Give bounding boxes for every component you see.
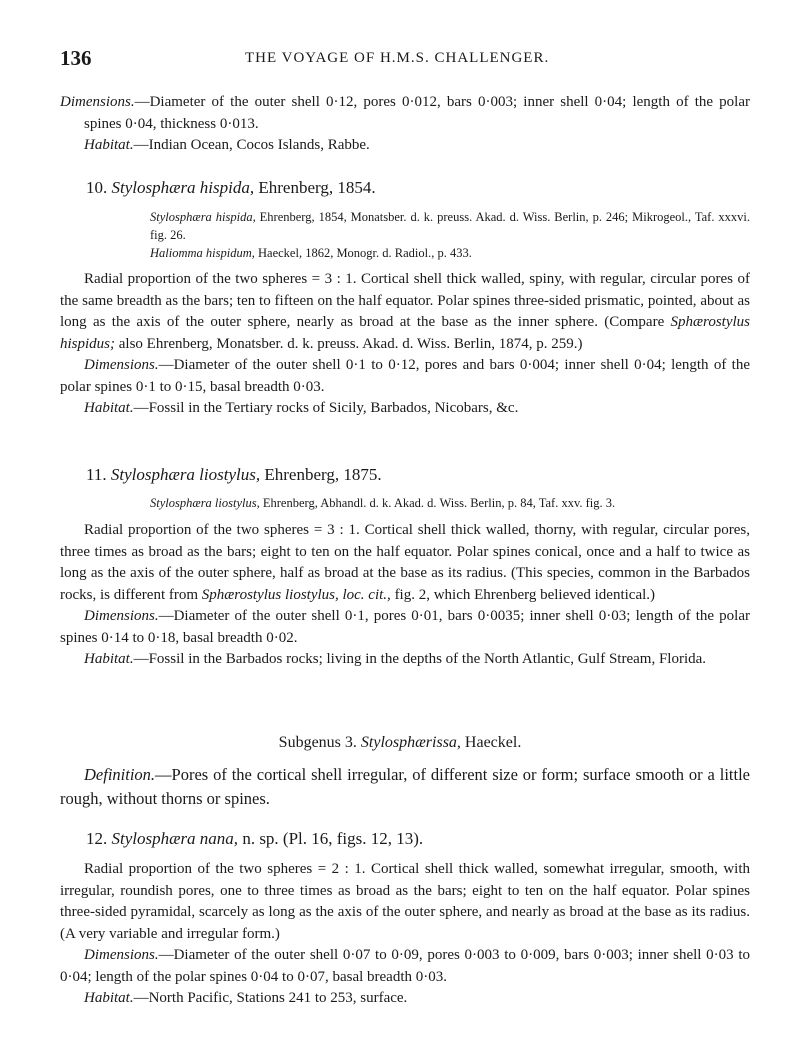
top-habitat-text: —Indian Ocean, Cocos Islands, Rabbe. — [133, 137, 370, 153]
species-12-name: Stylosphæra nana, — [111, 829, 239, 848]
definition-text: —Pores of the cortical shell irregular, of different size or form; surface smooth or a little rough, without thorns or spines. — [60, 765, 750, 808]
species-12-dimensions — [60, 945, 750, 988]
habitat-label: Habitat. — [84, 990, 134, 1006]
species-11-description — [60, 520, 750, 606]
subgenus-name: Stylosphærissa, — [360, 734, 461, 751]
species-10-synonymy — [150, 208, 750, 262]
top-dimensions-label: Dimensions. — [60, 94, 135, 110]
description-text: also Ehrenberg, Monatsber. d. k. preuss. Akad. d. Wiss. Berlin, 1874, p. 259.) — [115, 335, 583, 352]
subgenus-authority: Haeckel. — [464, 734, 522, 751]
species-10-authority: Ehrenberg, 1854. — [258, 178, 376, 197]
synonym-entry — [150, 244, 750, 262]
species-11-synonymy — [150, 494, 750, 512]
dimensions-label: Dimensions. — [84, 608, 159, 624]
description-text: fig. 2, which Ehrenberg believed identical.) — [390, 586, 656, 603]
page-number: 136 — [60, 46, 92, 70]
top-continuation — [60, 92, 750, 157]
subgenus-heading — [0, 734, 800, 752]
running-title: THE VOYAGE OF H.M.S. CHALLENGER. — [245, 50, 550, 66]
species-11-title — [86, 464, 382, 486]
description-italic: Sphærostylus liostylus, loc. cit., — [201, 586, 391, 603]
synonym-entry — [150, 494, 750, 512]
subgenus-definition — [60, 763, 750, 811]
species-12-title — [86, 828, 423, 850]
definition-label: Definition. — [84, 765, 156, 784]
species-11-dimensions — [60, 606, 750, 649]
species-11-name: Stylosphæra liostylus, — [110, 465, 261, 484]
top-dimensions — [60, 92, 750, 135]
species-10-name: Stylosphæra hispida, — [111, 178, 255, 197]
top-dimensions-text: —Diameter of the outer shell 0·12, pores 0·012, bars 0·003; inner shell 0·04; length of the polar spines 0·04, thickness 0·013. — [84, 94, 750, 132]
description-text: Radial proportion of the two spheres = 3 : 1. Cortical shell thick walled, thorny, with regular, circular pores, three times as broad as the bars; eight to ten on the half equator. Polar spines conical, once and a half to twice as long as the axis of the outer sphere, half as broad at the base as its radius. (This species, common in the Barbados rocks, is different from — [60, 522, 750, 603]
page-header — [60, 46, 750, 72]
species-10-habitat — [60, 398, 750, 420]
species-10-description — [60, 269, 750, 355]
species-11-habitat — [60, 649, 750, 671]
dimensions-text: —Diameter of the outer shell 0·07 to 0·09, pores 0·003 to 0·009, bars 0·003; inner shell 0·03 to 0·04; length of the polar spines 0·04 to 0·07, basal breadth 0·03. — [60, 947, 750, 985]
habitat-text: —Fossil in the Barbados rocks; living in the depths of the North Atlantic, Gulf Stream, Florida. — [133, 651, 707, 667]
subgenus-prefix: Subgenus 3. — [278, 734, 357, 751]
synonym-entry — [150, 208, 750, 244]
species-11-number: 11. — [86, 465, 107, 484]
top-habitat-label: Habitat. — [84, 137, 134, 153]
synonym-ref: Haeckel, 1862, Monogr. d. Radiol., p. 433. — [258, 246, 472, 260]
species-12-body — [60, 859, 750, 1010]
habitat-label: Habitat. — [84, 651, 134, 667]
synonym-name: Stylosphæra hispida, — [150, 210, 256, 224]
habitat-text: —Fossil in the Tertiary rocks of Sicily, Barbados, Nicobars, &c. — [133, 400, 519, 416]
synonym-ref: Ehrenberg, 1854, Monatsber. d. k. preuss. Akad. d. Wiss. Berlin, p. 246; Mikrogeol., Taf. xxxvi. fig. 26. — [150, 210, 750, 242]
synonym-ref: Ehrenberg, Abhandl. d. k. Akad. d. Wiss. Berlin, p. 84, Taf. xxv. fig. 3. — [262, 496, 616, 510]
dimensions-text: —Diameter of the outer shell 0·1, pores 0·01, bars 0·0035; inner shell 0·03; length of the polar spines 0·14 to 0·18, basal breadth 0·02. — [60, 608, 750, 646]
dimensions-text: —Diameter of the outer shell 0·1 to 0·12, pores and bars 0·004; inner shell 0·04; length of the polar spines 0·1 to 0·15, basal breadth 0·03. — [60, 357, 750, 395]
species-12-authority: n. sp. (Pl. 16, figs. 12, 13). — [242, 829, 424, 848]
top-habitat — [60, 135, 750, 157]
species-11-body — [60, 520, 750, 671]
description-italic: Sphærostylus hispidus; — [60, 314, 750, 352]
species-10-title — [86, 177, 376, 199]
habitat-label: Habitat. — [84, 400, 134, 416]
habitat-text: —North Pacific, Stations 241 to 253, surface. — [133, 990, 408, 1006]
species-10-body — [60, 269, 750, 420]
description-text: Radial proportion of the two spheres = 3 : 1. Cortical shell thick walled, spiny, with regular, circular pores of the same breadth as the bars; ten to fifteen on the half equator. Polar spines three-sided prismatic, pointed, about as long as the axis of the outer sphere, nearly as broad at the base as the inner sphere. (Compare — [60, 271, 750, 330]
species-12-habitat — [60, 988, 750, 1010]
dimensions-label: Dimensions. — [84, 357, 159, 373]
definition-paragraph — [60, 763, 750, 811]
species-12-description: Radial proportion of the two spheres = 2 : 1. Cortical shell thick walled, somewhat irregular, smooth, with irregular, roundish pores, one to three times as broad as the bars; eight to ten on the half equator. Polar spines three-sided pyramidal, scarcely as long as the axis of the outer sphere, and nearly as broad at the base as its radius. (A very variable and irregular form.) — [60, 861, 750, 942]
species-12-number: 12. — [86, 829, 108, 848]
species-10-number: 10. — [86, 178, 108, 197]
dimensions-label: Dimensions. — [84, 947, 159, 963]
species-10-dimensions — [60, 355, 750, 398]
synonym-name: Stylosphæra liostylus, — [150, 496, 260, 510]
synonym-name: Haliomma hispidum, — [150, 246, 255, 260]
species-11-authority: Ehrenberg, 1875. — [264, 465, 382, 484]
